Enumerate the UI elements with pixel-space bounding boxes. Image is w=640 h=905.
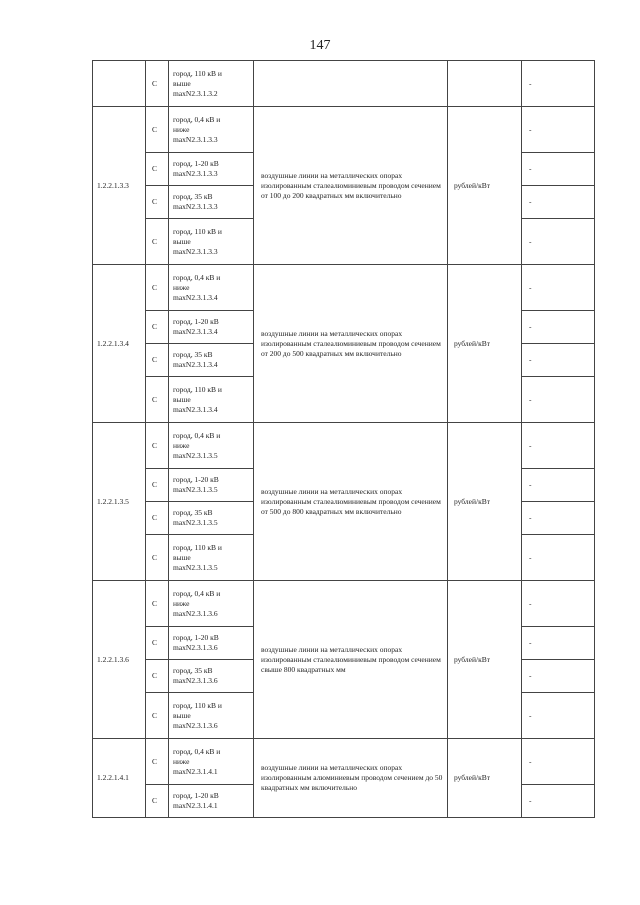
- value-cell: -: [522, 502, 595, 535]
- value-cell: -: [522, 107, 595, 153]
- value-cell: -: [522, 627, 595, 660]
- category-letter: С: [146, 693, 169, 739]
- category-letter: С: [146, 107, 169, 153]
- table-row: [93, 739, 595, 785]
- voltage-condition: город, 35 кВ maxN2.3.1.3.5: [169, 502, 254, 535]
- value-cell: -: [522, 186, 595, 219]
- category-letter: С: [146, 186, 169, 219]
- category-letter: С: [146, 153, 169, 186]
- value-cell: -: [522, 469, 595, 502]
- page-number: 147: [309, 38, 331, 53]
- value-cell: -: [522, 581, 595, 627]
- voltage-condition: город, 0,4 кВ и ниже maxN2.3.1.3.4: [169, 265, 254, 311]
- value-cell: -: [522, 535, 595, 581]
- voltage-condition: город, 1-20 кВ maxN2.3.1.4.1: [169, 785, 254, 818]
- category-letter: С: [146, 265, 169, 311]
- item-code: 1.2.2.1.3.3: [93, 107, 146, 265]
- line-description: [254, 61, 448, 107]
- value-cell: -: [522, 785, 595, 818]
- item-code: 1.2.2.1.4.1: [93, 739, 146, 818]
- value-cell: -: [522, 153, 595, 186]
- voltage-condition: город, 0,4 кВ и ниже maxN2.3.1.3.3: [169, 107, 254, 153]
- voltage-condition: город, 110 кВ и выше maxN2.3.1.3.5: [169, 535, 254, 581]
- unit-cell: рублей/кВт: [448, 423, 522, 581]
- voltage-condition: город, 110 кВ и выше maxN2.3.1.3.6: [169, 693, 254, 739]
- category-letter: С: [146, 219, 169, 265]
- item-code: 1.2.2.1.3.6: [93, 581, 146, 739]
- category-letter: С: [146, 311, 169, 344]
- item-code: 1.2.2.1.3.4: [93, 265, 146, 423]
- value-cell: -: [522, 311, 595, 344]
- value-cell: -: [522, 693, 595, 739]
- table-row: [93, 423, 595, 469]
- unit-cell: рублей/кВт: [448, 107, 522, 265]
- line-description: воздушные линии на металлических опорах изолированным сталеалюминиевым проводом сечением от 200 до 500 квадратных мм включительно: [254, 265, 448, 423]
- tariff-table: [92, 60, 595, 818]
- line-description: воздушные линии на металлических опорах изолированным сталеалюминиевым проводом сечением от 500 до 800 квадратных мм включительно: [254, 423, 448, 581]
- voltage-condition: город, 1-20 кВ maxN2.3.1.3.5: [169, 469, 254, 502]
- value-cell: -: [522, 423, 595, 469]
- value-cell: -: [522, 219, 595, 265]
- unit-cell: рублей/кВт: [448, 581, 522, 739]
- voltage-condition: город, 35 кВ maxN2.3.1.3.3: [169, 186, 254, 219]
- voltage-condition: город, 110 кВ и выше maxN2.3.1.3.3: [169, 219, 254, 265]
- category-letter: С: [146, 627, 169, 660]
- table-row: [93, 61, 595, 107]
- category-letter: С: [146, 502, 169, 535]
- value-cell: -: [522, 265, 595, 311]
- table-row: [93, 265, 595, 311]
- voltage-condition: город, 110 кВ и выше maxN2.3.1.3.4: [169, 377, 254, 423]
- value-cell: -: [522, 377, 595, 423]
- value-cell: -: [522, 660, 595, 693]
- voltage-condition: город, 110 кВ и выше maxN2.3.1.3.2: [169, 61, 254, 107]
- line-description: воздушные линии на металлических опорах изолированным сталеалюминиевым проводом сечением от 100 до 200 квадратных мм включительно: [254, 107, 448, 265]
- voltage-condition: город, 1-20 кВ maxN2.3.1.3.6: [169, 627, 254, 660]
- value-cell: -: [522, 61, 595, 107]
- category-letter: С: [146, 423, 169, 469]
- category-letter: С: [146, 660, 169, 693]
- table-row: [93, 107, 595, 153]
- item-code: [93, 61, 146, 107]
- unit-cell: рублей/кВт: [448, 265, 522, 423]
- category-letter: С: [146, 469, 169, 502]
- line-description: воздушные линии на металлических опорах изолированным алюминиевым проводом сечением до 50 квадратных мм включительно: [254, 739, 448, 818]
- voltage-condition: город, 0,4 кВ и ниже maxN2.3.1.3.6: [169, 581, 254, 627]
- unit-cell: рублей/кВт: [448, 739, 522, 818]
- item-code: 1.2.2.1.3.5: [93, 423, 146, 581]
- unit-cell: [448, 61, 522, 107]
- voltage-condition: город, 35 кВ maxN2.3.1.3.4: [169, 344, 254, 377]
- line-description: воздушные линии на металлических опорах изолированным сталеалюминиевым проводом сечением свыше 800 квадратных мм: [254, 581, 448, 739]
- value-cell: -: [522, 739, 595, 785]
- category-letter: С: [146, 344, 169, 377]
- voltage-condition: город, 1-20 кВ maxN2.3.1.3.4: [169, 311, 254, 344]
- value-cell: -: [522, 344, 595, 377]
- table-row: [93, 581, 595, 627]
- voltage-condition: город, 35 кВ maxN2.3.1.3.6: [169, 660, 254, 693]
- voltage-condition: город, 0,4 кВ и ниже maxN2.3.1.4.1: [169, 739, 254, 785]
- category-letter: С: [146, 785, 169, 818]
- voltage-condition: город, 0,4 кВ и ниже maxN2.3.1.3.5: [169, 423, 254, 469]
- category-letter: С: [146, 535, 169, 581]
- category-letter: С: [146, 61, 169, 107]
- category-letter: С: [146, 377, 169, 423]
- category-letter: С: [146, 581, 169, 627]
- category-letter: С: [146, 739, 169, 785]
- voltage-condition: город, 1-20 кВ maxN2.3.1.3.3: [169, 153, 254, 186]
